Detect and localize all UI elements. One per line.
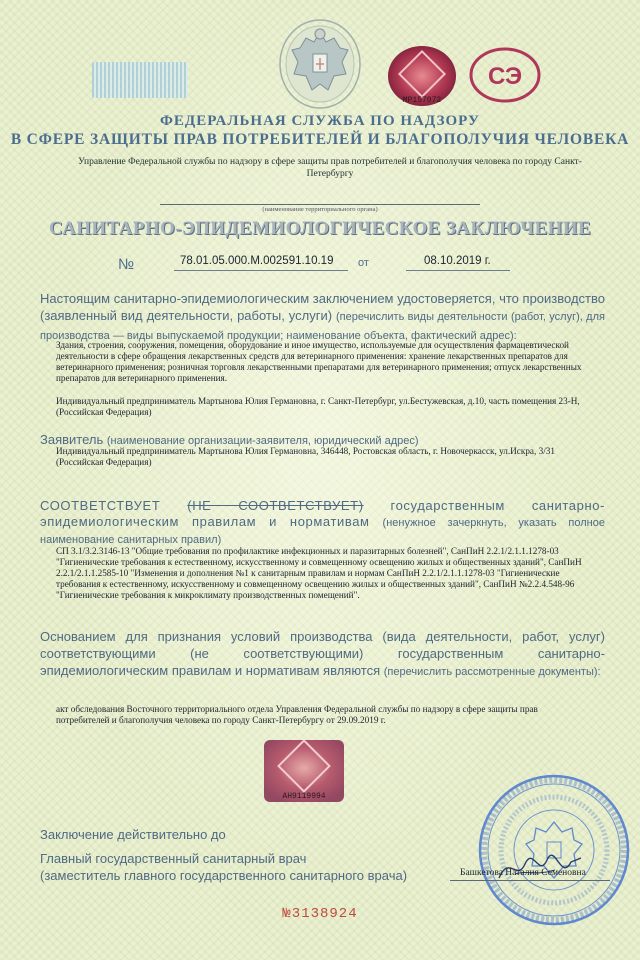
conformity-rest: государственным санитарно-эпидемиологическим правилам и нормативам <box>40 498 606 529</box>
conformity-word: СООТВЕТСТВУЕТ <box>40 498 161 513</box>
applicant-heading <box>40 432 419 447</box>
sanitary-rules-list: СП 3.1/3.2.3146-13 "Общие требования по профилактике инфекционных и паразитарных болезней", СанПиН 2.2.1/2.1.1.1278-03 "Гигиенические требования к естественному, искусственному и совмещенному освещению жилых и общественных зданий", СанПиН 2.2.1/2.1.1.2585-10 "Изменения и дополнения №1 к санитарным правилам и нормам СанПиН 2.2.1/2.1.1.1278-03 "Гигиенические требования к естественному, искусственному и совмещенному освещению жилых и общественных зданий", СанПиН №2.2.4.548-96 "Гигиенические требования к микроклимату производственных помещений". <box>56 546 582 600</box>
department-caption: (наименование территориального органа) <box>262 206 378 213</box>
svg-text:МР157072: МР157072 <box>402 96 442 105</box>
hologram-sticker-top <box>386 44 458 108</box>
object-description: Здания, строения, сооружения, помещения, оборудование и иное имущество, используемые для осуществления фармацевтической деятельности в сфере обращения лекарственных средств для ветеринарного применения: хранение лекарственных препаратов для ветеринарного применения; розничная торговля лекарственными препаратами для ветеринарного применения; отпуск лекарственных препаратов для ветеринарного применения. <box>56 340 582 383</box>
svg-text:СЭ: СЭ <box>487 63 523 90</box>
se-logo <box>468 46 542 104</box>
basis-documents: акт обследования Восточного территориального отдела Управления Федеральной службы по надзору в сфере защиты прав потребителей и благополучия человека по городу Санкт-Петербургу от 29.09.2019 г. <box>56 704 538 725</box>
number-label: № <box>118 256 135 273</box>
conformity-struck: (НЕ СООТВЕТСТВУЕТ) <box>187 498 364 513</box>
basis-lead: Основанием для признания условий производства (вида деятельности, работ, услуг) соответствующими (не соответствующими) государственным санитарно-эпидемиологическим правилам и нормативам являются <box>40 629 605 678</box>
hologram-sticker-bottom <box>262 738 346 804</box>
signer-name: Башкетова Наталия Семеновна <box>460 868 586 878</box>
certification-lead-text: Настоящим санитарно-эпидемиологическим заключением удостоверяется, что производство (заявленный вид деятельности, работы, услуги) <box>40 291 605 323</box>
territorial-department: Управление Федеральной службы по надзору в сфере защиты прав потребителей и благополучия человека по городу Санкт-Петербургу <box>78 157 582 179</box>
date-underline <box>406 270 510 271</box>
agency-name-line2: В СФЕРЕ ЗАЩИТЫ ПРАВ ПОТРЕБИТЕЛЕЙ И БЛАГОПОЛУЧИЯ ЧЕЛОВЕКА <box>10 131 630 148</box>
conformity-note: (ненужное зачеркнуть, указать полное наименование санитарных правил) <box>40 517 605 546</box>
object-address: Индивидуальный предприниматель Мартынова Юлия Германовна, г. Санкт-Петербург, ул.Бестужевская, д.10, часть помещения 23-Н, (Российская Федерация) <box>56 396 580 417</box>
security-pattern <box>92 62 188 98</box>
basis-note: (перечислить рассмотренные документы): <box>383 666 601 678</box>
applicant-note: (наименование организации-заявителя, юридический адрес) <box>106 435 419 447</box>
basis-statement <box>40 628 605 681</box>
chief-doctor-title: Главный государственный санитарный врач <box>40 851 307 866</box>
department-underline <box>160 204 480 205</box>
document-date: 08.10.2019 г. <box>424 255 491 267</box>
number-underline <box>174 270 348 271</box>
document-title: САНИТАРНО-ЭПИДЕМИОЛОГИЧЕСКОЕ ЗАКЛЮЧЕНИЕ <box>48 218 592 239</box>
coat-of-arms-emblem <box>278 18 362 110</box>
conformity-statement <box>40 498 605 548</box>
deputy-doctor-title: (заместитель главного государственного санитарного врача) <box>40 868 408 883</box>
valid-until-label: Заключение действительно до <box>40 827 226 842</box>
applicant-label: Заявитель <box>40 432 104 447</box>
svg-text:АН9119994: АН9119994 <box>282 792 326 801</box>
certification-lead-note: (перечислить виды деятельности (работ, услуг), для производства — виды выпускаемой продукции; наименование объекта, фактический адрес): <box>40 311 605 342</box>
document-number: 78.01.05.000.М.002591.10.19 <box>180 255 334 267</box>
agency-name-line1: ФЕДЕРАЛЬНАЯ СЛУЖБА ПО НАДЗОРУ <box>160 113 480 129</box>
date-label: от <box>358 257 369 269</box>
form-serial-number: №3138924 <box>282 906 358 922</box>
certification-lead <box>40 290 605 345</box>
applicant-details: Индивидуальный предприниматель Мартынова Юлия Германовна, 346448, Ростовская область, г. Новочеркасск, ул.Искра, 3/31 (Российская Федерация) <box>56 446 555 467</box>
